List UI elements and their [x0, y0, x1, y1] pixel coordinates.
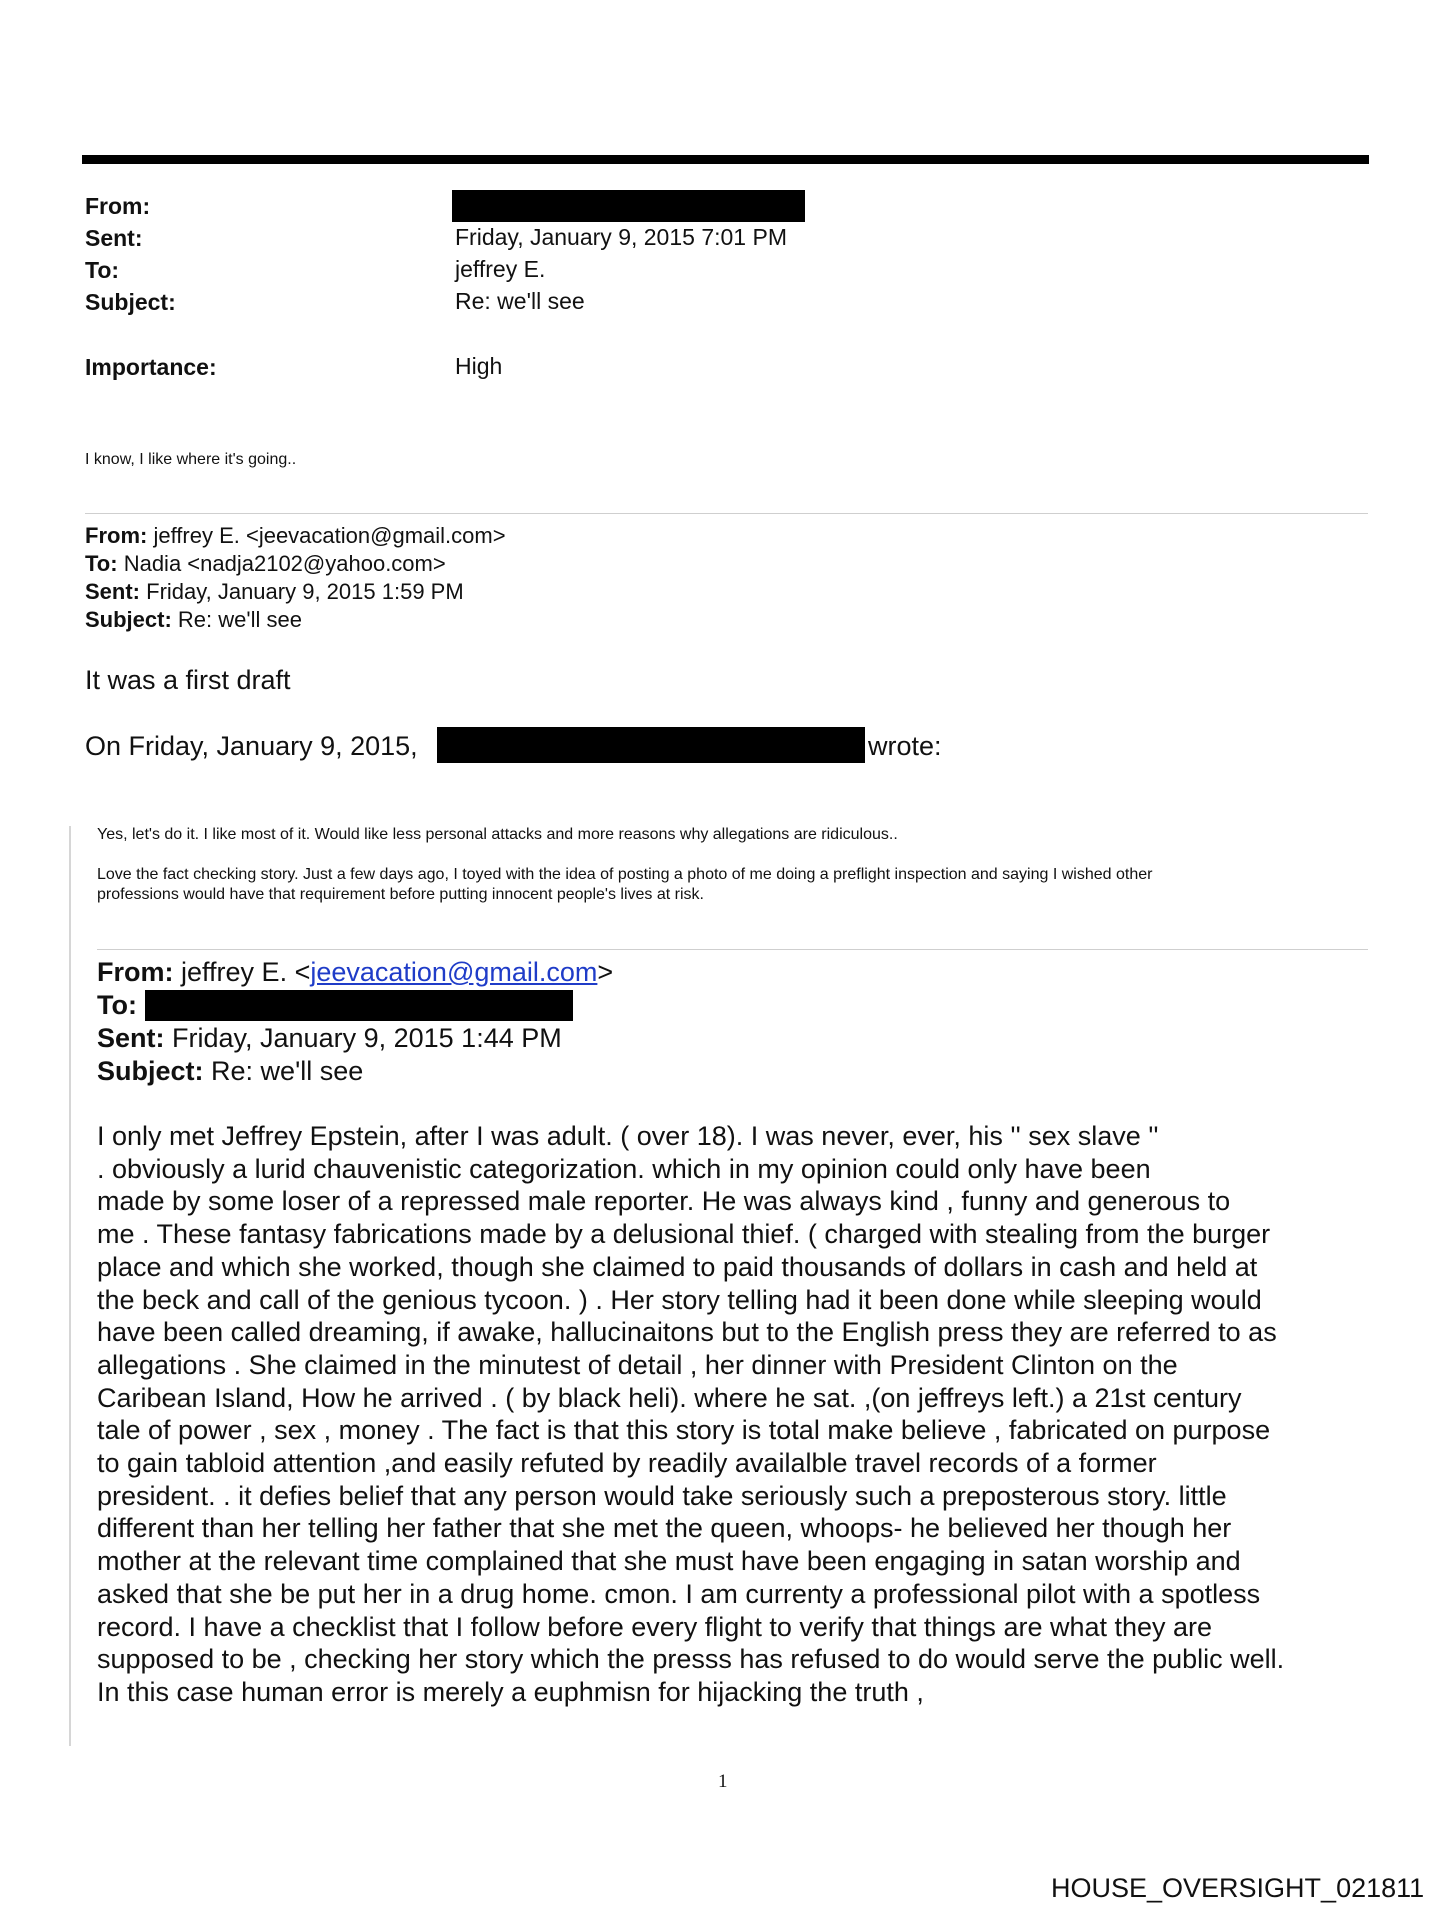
reply2-body	[97, 1120, 1284, 1709]
reply1-from-line: From: jeffrey E. <jeevacation@gmail.com>	[85, 523, 506, 548]
body-line: different than her telling her father that she met the queen, whoops- he believed her though her	[97, 1513, 1232, 1544]
to-value: jeffrey E.	[455, 256, 546, 282]
body-line: In this case human error is merely a euphmisn for hijacking the truth ,	[97, 1676, 924, 1707]
quoted-para1: Yes, let's do it. I like most of it. Would like less personal attacks and more reasons why allegations are ridiculous..	[97, 826, 898, 843]
body-line: record. I have a checklist that I follow before every flight to verify that things are what they are	[97, 1611, 1213, 1642]
reply2-to-line: To:	[97, 990, 137, 1020]
quote-bar	[69, 826, 71, 1746]
body-line: Caribean Island, How he arrived . ( by black heli). where he sat. ,(on jeffreys left.) a 21st century	[97, 1382, 1242, 1413]
redacted-sender	[437, 727, 865, 763]
body-line: place and which she worked, though she claimed to paid thousands of dollars in cash and held at	[97, 1251, 1258, 1282]
reply2-from-email-link[interactable]: jeevacation@gmail.com	[310, 957, 598, 987]
body-line: me . These fantasy fabrications made by a delusional thief. ( charged with stealing from the burger	[97, 1219, 1271, 1250]
subject-label: Subject:	[85, 289, 176, 315]
reply1-to-line: To: Nadia <nadja2102@yahoo.com>	[85, 551, 446, 576]
reply1-wrote-prefix: On Friday, January 9, 2015,	[85, 731, 418, 761]
redacted-to	[145, 990, 573, 1021]
redacted-from	[452, 190, 805, 222]
body-line: the beck and call of the genious tycoon. ) . Her story telling had it been done while sleeping would	[97, 1284, 1262, 1315]
quoted-para2-line1: Love the fact checking story. Just a few days ago, I toyed with the idea of posting a photo of me doing a preflight inspection and saying I wished other	[97, 866, 1153, 883]
reply2-sent-line: Sent: Friday, January 9, 2015 1:44 PM	[97, 1023, 562, 1053]
body-line: have been called dreaming, if awake, hallucinaitons but to the English press they are referred to as	[97, 1317, 1277, 1348]
divider	[85, 513, 1368, 514]
divider	[97, 949, 1368, 950]
to-label: To:	[85, 257, 120, 283]
body-line: president. . it defies belief that any person would take seriously such a preposterous story. little	[97, 1480, 1227, 1511]
body-line: allegations . She claimed in the minutest of detail , her dinner with President Clinton on the	[97, 1349, 1178, 1380]
outer-email-body: I know, I like where it's going..	[85, 451, 297, 468]
reply2-from-line: From: jeffrey E. <jeevacation@gmail.com>	[97, 957, 614, 987]
importance-label: Importance:	[85, 354, 217, 380]
header-rule	[82, 155, 1369, 164]
body-line: tale of power , sex , money . The fact is that this story is total make believe , fabricated on purpose	[97, 1415, 1271, 1446]
bates-number: HOUSE_OVERSIGHT_021811	[1051, 1873, 1425, 1903]
reply1-wrote-suffix: wrote:	[868, 731, 942, 761]
body-line: mother at the relevant time complained that she must have been engaging in satan worship and	[97, 1546, 1241, 1577]
body-line: to gain tabloid attention ,and easily refuted by readily availalble travel records of a former	[97, 1448, 1157, 1479]
body-line: . obviously a lurid chauvenistic categorization. which in my opinion could only have been	[97, 1153, 1151, 1184]
sent-label: Sent:	[85, 225, 143, 251]
body-line: made by some loser of a repressed male reporter. He was always kind , funny and generous to	[97, 1186, 1231, 1217]
quoted-para2-line2: professions would have that requirement before putting innocent people's lives at risk.	[97, 886, 704, 903]
reply1-body: It was a first draft	[85, 665, 291, 695]
sent-value: Friday, January 9, 2015 7:01 PM	[455, 224, 787, 250]
reply1-subject-line: Subject: Re: we'll see	[85, 607, 302, 632]
from-label: From:	[85, 193, 151, 219]
subject-value: Re: we'll see	[455, 288, 585, 314]
reply2-subject-line: Subject: Re: we'll see	[97, 1056, 364, 1086]
reply1-sent-line: Sent: Friday, January 9, 2015 1:59 PM	[85, 579, 464, 604]
body-line: asked that she be put her in a drug home. cmon. I am currenty a professional pilot with a spotless	[97, 1578, 1261, 1609]
body-line: supposed to be , checking her story which the presss has refused to do would serve the public well.	[97, 1644, 1285, 1675]
importance-value: High	[455, 353, 503, 379]
body-line: I only met Jeffrey Epstein, after I was adult. ( over 18). I was never, ever, his '' sex slave ''	[97, 1121, 1159, 1151]
page-number: 1	[718, 1771, 728, 1792]
